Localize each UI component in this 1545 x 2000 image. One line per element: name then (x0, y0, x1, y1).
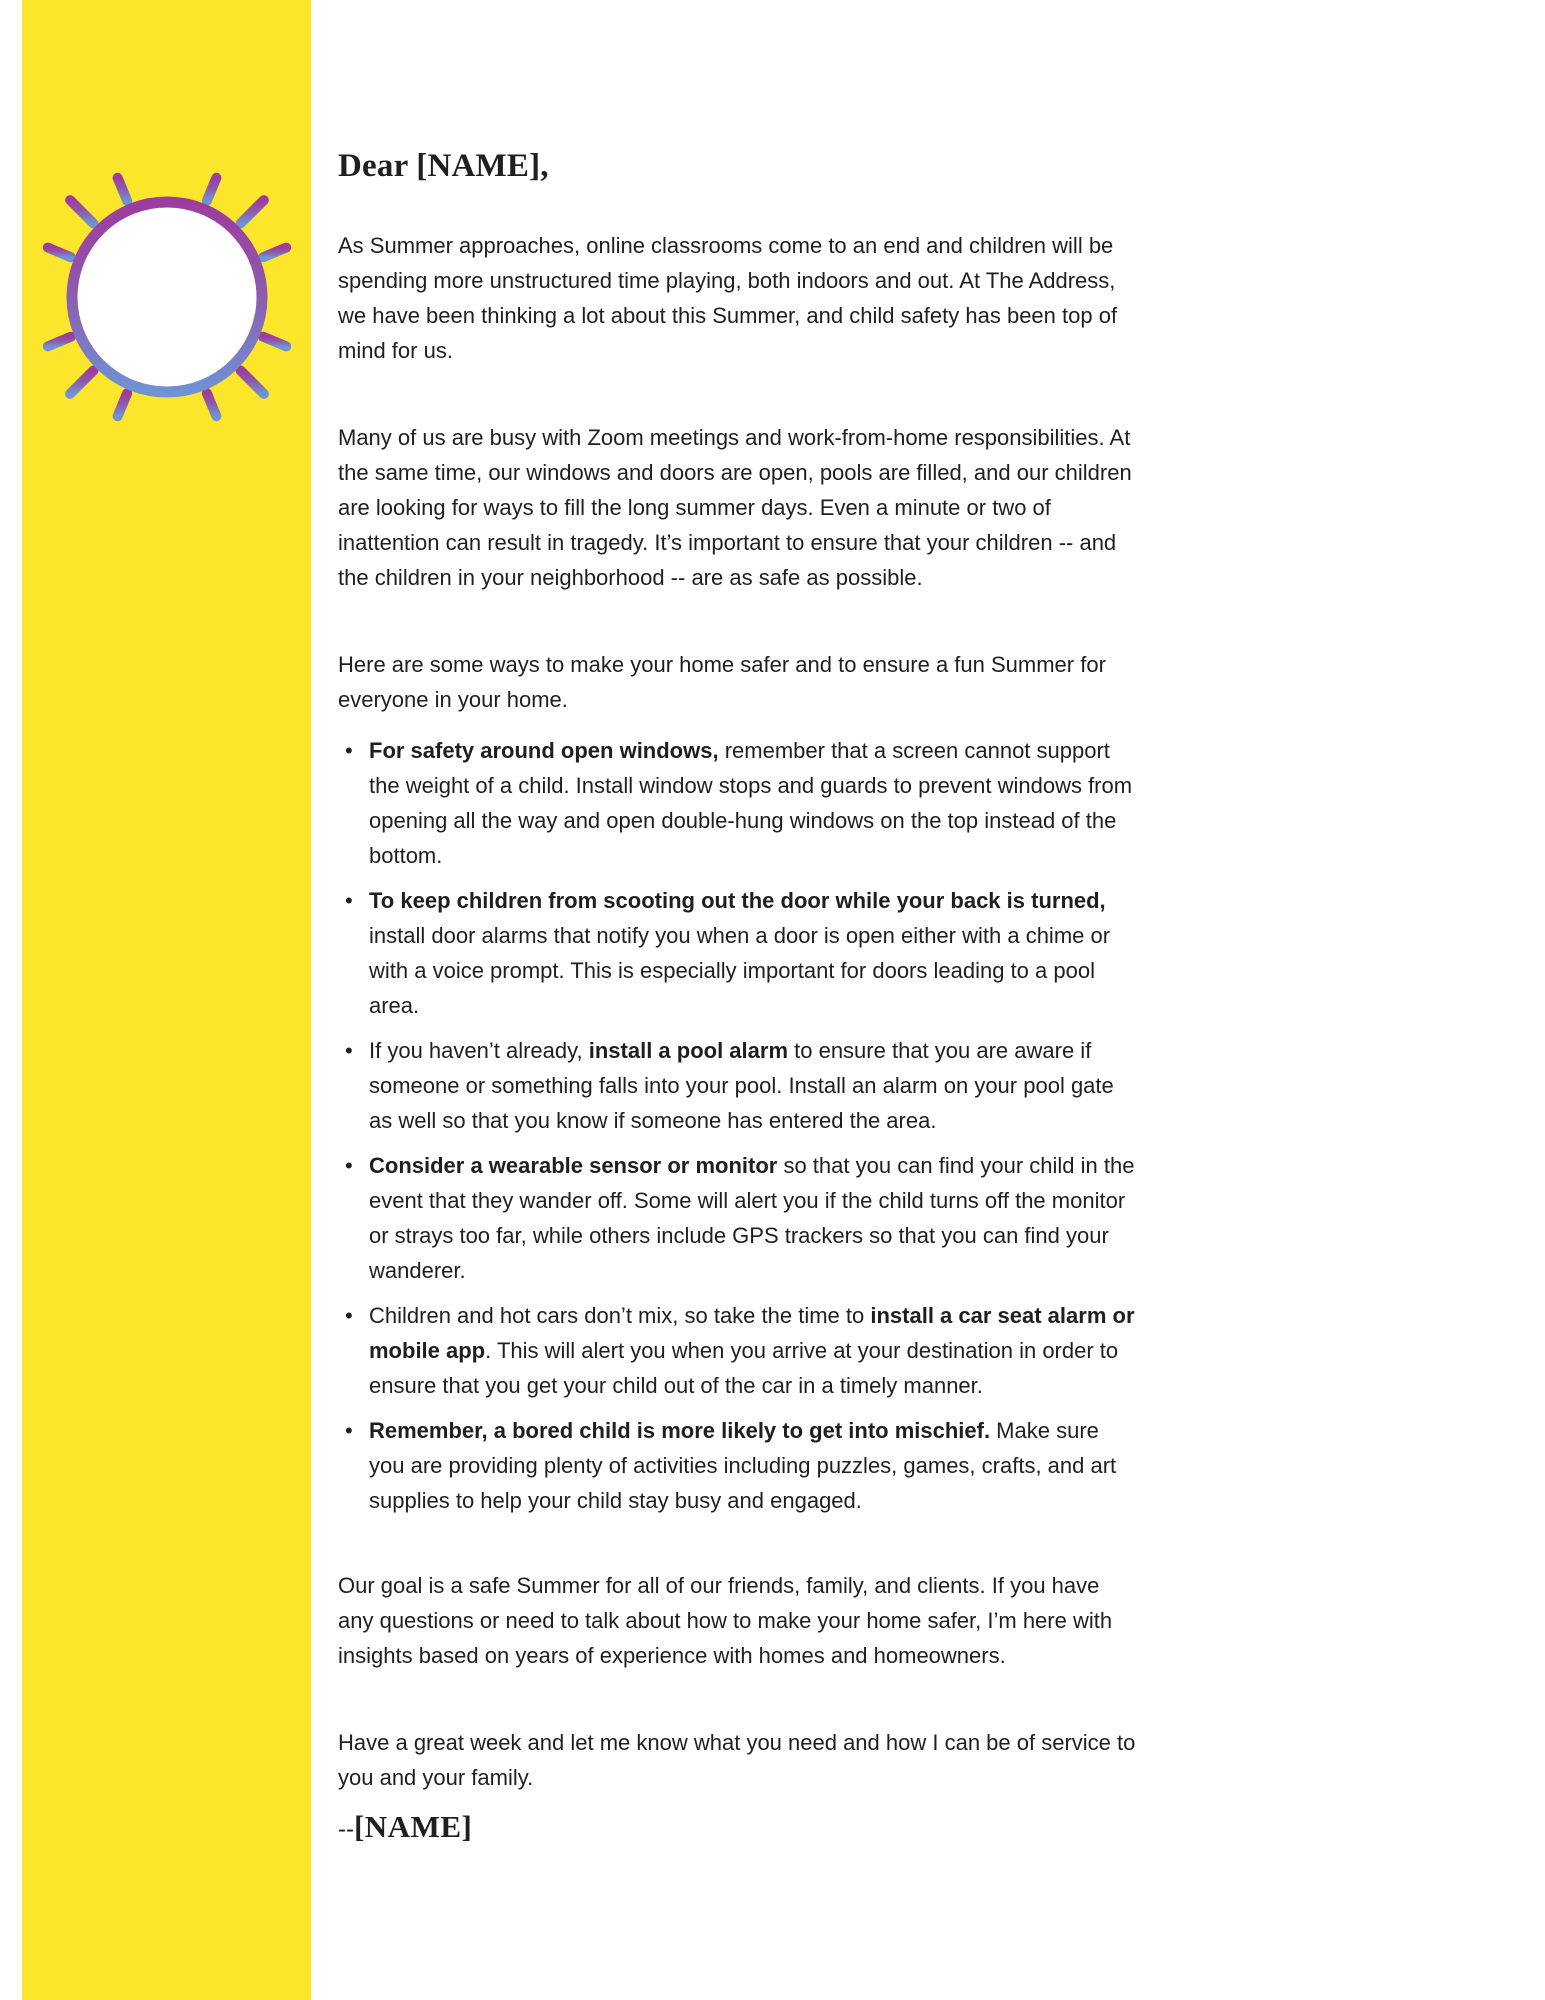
tip-item (338, 1298, 1138, 1403)
yellow-accent-band (22, 0, 311, 2000)
letter-content (338, 146, 1138, 1899)
tip-item (338, 733, 1138, 873)
tip-bold-text: Remember, a bored child is more likely to get into mischief. (369, 1418, 991, 1443)
tip-text: If you haven’t already, (369, 1038, 589, 1063)
sun-icon (17, 147, 317, 447)
tip-bold-text: Consider a wearable sensor or monitor (369, 1153, 778, 1178)
paragraph: As Summer approaches, online classrooms come to an end and children will be spending more unstructured time playing, both indoors and out. At The Address, we have been thinking a lot about this Summer, and child safety has been top of mind for us. (338, 233, 1118, 363)
tip-text: Make sure you are providing plenty of activities including puzzles, games, crafts, and art supplies to help your child stay busy and engaged. (369, 1418, 1117, 1513)
tip-item (338, 1033, 1138, 1138)
tip-text: install door alarms that notify you when a door is open either with a chime or with a voice prompt. This is especially important for doors leading to a pool area. (369, 923, 1111, 1018)
tip-bold-text: install a pool alarm (588, 1038, 789, 1063)
closing-paragraphs (338, 1568, 1138, 1795)
paragraph: Have a great week and let me know what you need and how I can be of service to you and your family. (338, 1730, 1136, 1790)
signature-dashes: -- (338, 1816, 354, 1843)
tip-text: . This will alert you when you arrive at your destination in order to ensure that you get your child out of the car in a timely manner. (369, 1338, 1119, 1398)
tip-item (338, 1413, 1138, 1518)
tip-text: Children and hot cars don’t mix, so take the time to (369, 1303, 871, 1328)
salutation: Dear [NAME], (338, 148, 549, 184)
paragraph: Our goal is a safe Summer for all of our friends, family, and clients. If you have any questions or need to talk about how to make your home safer, I’m here with insights based on years of experience with homes and homeowners. (338, 1573, 1113, 1668)
tip-text: to ensure that you are aware if someone or something falls into your pool. Install an alarm on your pool gate as well so that you know if someone has entered the area. (369, 1038, 1114, 1133)
sun-disc (72, 202, 262, 392)
signature-name: [NAME] (353, 1809, 473, 1844)
paragraph: Many of us are busy with Zoom meetings and work-from-home responsibilities. At the same time, our windows and doors are open, pools are filled, and our children are looking for ways to fill the long summer days. Even a minute or two of inattention can result in tragedy. It’s important to ensure that your children -- and the children in your neighborhood -- are as safe as possible. (338, 425, 1132, 590)
tip-text: so that you can find your child in the event that they wander off. Some will alert you if the child turns off the monitor or strays too far, while others include GPS trackers so that you can find your wanderer. (369, 1153, 1135, 1283)
tip-bold-text: For safety around open windows, (369, 738, 719, 763)
tip-item (338, 883, 1138, 1023)
tip-bold-text: install a car seat alarm or mobile app (369, 1303, 1135, 1363)
tip-text: remember that a screen cannot support the weight of a child. Install window stops and guards to prevent windows from opening all the way and open double-hung windows on the top instead of the bottom. (369, 738, 1133, 868)
intro-paragraphs (338, 228, 1138, 595)
safety-tips-list (338, 733, 1138, 1518)
tips-intro: Here are some ways to make your home safer and to ensure a fun Summer for everyone in your home. (338, 652, 1106, 712)
tip-item (338, 1148, 1138, 1288)
signature-line (338, 1809, 1138, 1847)
tip-bold-text: To keep children from scooting out the door while your back is turned, (369, 888, 1106, 913)
